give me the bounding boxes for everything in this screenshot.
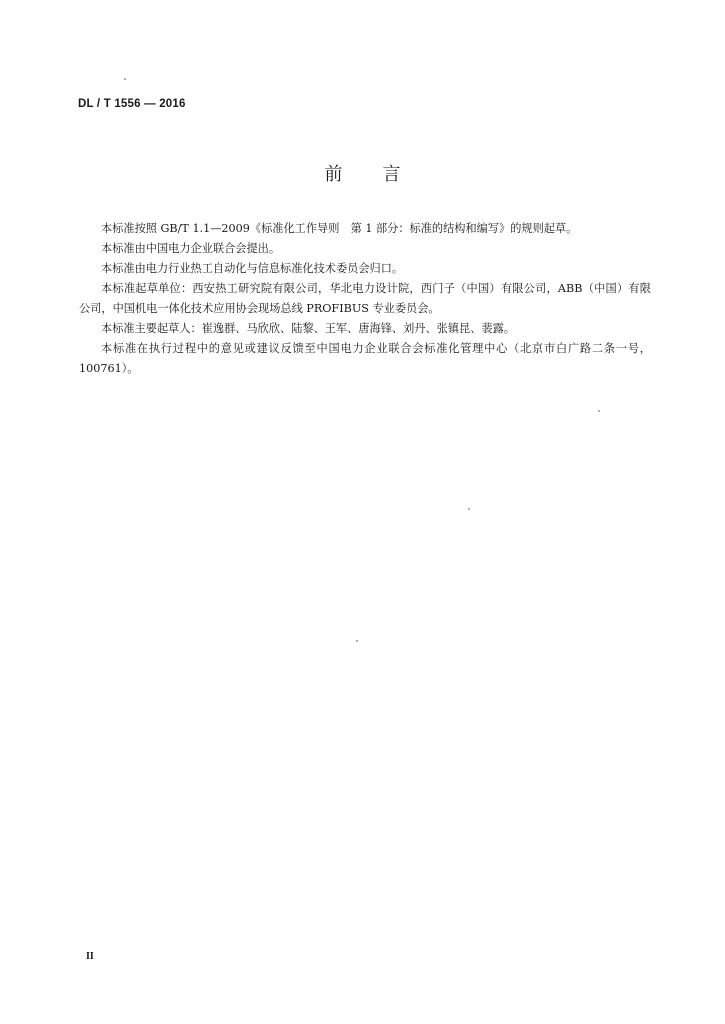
paragraph-main-drafters: 本标准主要起草人：崔逸群、马欣欣、陆黎、王军、唐海锋、刘丹、张镇昆、裴露。 — [101, 322, 515, 335]
paragraph-drafting-rules: 本标准按照 GB/T 1.1—2009《标准化工作导则 第 1 部分：标准的结构和编写》的规则起草。 — [101, 222, 578, 235]
scan-speck — [468, 508, 470, 510]
paragraph-feedback: 本标准在执行过程中的意见或建议反馈至中国电力企业联合会标准化管理中心（北京市白广路二条一号，100761）。 — [79, 342, 651, 375]
page-number: II — [86, 951, 94, 962]
scan-speck — [124, 78, 126, 80]
page-title: 前言 — [324, 164, 441, 185]
standard-code-header: DL / T 1556 — 2016 — [78, 98, 186, 110]
paragraph-proposer: 本标准由中国电力企业联合会提出。 — [101, 242, 281, 255]
paragraph-centralized-unit: 本标准由电力行业热工自动化与信息标准化技术委员会归口。 — [101, 262, 404, 275]
foreword-body — [79, 219, 651, 379]
scan-speck — [598, 410, 600, 412]
paragraph-drafting-organizations: 本标准起草单位：西安热工研究院有限公司，华北电力设计院，西门子（中国）有限公司，ABB（中国）有限公司，中国机电一体化技术应用协会现场总线 PROFIBUS 专业委员会。 — [79, 282, 651, 315]
scan-speck — [356, 640, 358, 642]
